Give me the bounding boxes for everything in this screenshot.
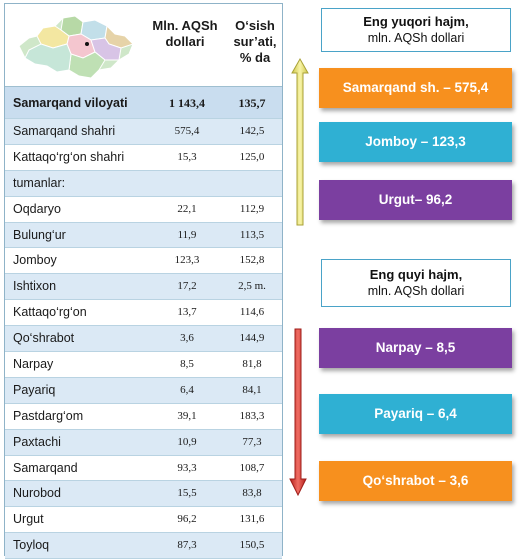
row-name: Pastdarg‘om xyxy=(13,408,84,423)
row-growth: 2,5 m. xyxy=(238,280,266,293)
row-name: Kattaqo‘rg‘on xyxy=(13,305,87,320)
top-item-1: Samarqand sh. – 575,4 xyxy=(319,68,512,108)
row-volume: 13,7 xyxy=(177,306,197,319)
row-volume: 10,9 xyxy=(177,435,197,448)
bottom-subtitle: mln. AQSh dollari xyxy=(367,284,465,298)
arrow-down-icon xyxy=(288,327,308,497)
top-subtitle: mln. AQSh dollari xyxy=(367,31,465,45)
bottom-item-2: Payariq – 6,4 xyxy=(319,394,512,434)
row-name: Paxtachi xyxy=(13,434,61,449)
row-volume: 87,3 xyxy=(177,539,197,552)
row-volume: 22,1 xyxy=(177,202,197,215)
row-growth: 125,0 xyxy=(239,150,265,163)
row-name: Qo‘shrabot xyxy=(13,331,75,346)
table-row xyxy=(5,274,282,300)
table-row xyxy=(5,430,282,456)
table-row xyxy=(5,481,282,507)
row-volume: 93,3 xyxy=(177,461,197,474)
row-name: Ishtixon xyxy=(13,279,57,294)
table-row xyxy=(5,197,282,223)
row-volume: 8,5 xyxy=(180,358,194,371)
table-row xyxy=(5,248,282,274)
row-name: Toyloq xyxy=(13,538,50,553)
row-growth: 152,8 xyxy=(239,254,265,267)
top-title: Eng yuqori hajm, xyxy=(363,14,469,29)
row-volume: 575,4 xyxy=(174,125,200,137)
row-volume: 6,4 xyxy=(180,383,194,396)
row-volume: 15,5 xyxy=(177,487,197,500)
row-volume: 1 143,4 xyxy=(169,96,205,110)
table-row xyxy=(5,145,282,171)
table-row xyxy=(5,119,282,145)
row-volume: 123,3 xyxy=(174,254,200,267)
row-growth: 81,8 xyxy=(242,358,262,371)
table-row xyxy=(5,326,282,352)
top-title-box xyxy=(321,8,511,52)
row-growth: 113,5 xyxy=(239,228,265,241)
table-row xyxy=(5,300,282,326)
bottom-title: Eng quyi hajm, xyxy=(369,267,463,282)
row-growth: 112,9 xyxy=(239,202,265,215)
bottom-item-3: Qo‘shrabot – 3,6 xyxy=(319,461,512,501)
table-row xyxy=(5,223,282,249)
table-row xyxy=(5,171,282,197)
row-name: Urgut xyxy=(13,512,44,527)
row-name: Bulung‘ur xyxy=(13,227,66,242)
header-volume: Mln. AQSh dollari xyxy=(152,18,218,49)
row-name: Payariq xyxy=(13,382,56,397)
bottom-item-1: Narpay – 8,5 xyxy=(319,328,512,368)
row-volume: 96,2 xyxy=(177,513,197,526)
table-row xyxy=(5,456,282,482)
row-volume: 17,2 xyxy=(177,280,197,293)
table-row xyxy=(5,352,282,378)
row-name: Narpay xyxy=(13,357,54,372)
top-item-3: Urgut– 96,2 xyxy=(319,180,512,220)
row-growth: 108,7 xyxy=(239,461,265,474)
row-growth: 183,3 xyxy=(239,409,265,422)
table-header xyxy=(5,4,282,87)
row-volume: 11,9 xyxy=(177,228,197,241)
row-name: Samarqand shahri xyxy=(13,124,116,138)
row-volume: 39,1 xyxy=(177,409,197,422)
row-name: Oqdaryo xyxy=(13,201,61,216)
row-growth: 150,5 xyxy=(239,539,265,552)
arrow-up-icon xyxy=(290,57,310,227)
row-name: Kattaqo‘rg‘on shahri xyxy=(13,149,125,164)
row-growth: 84,1 xyxy=(242,383,262,396)
row-name: Nurobod xyxy=(13,486,61,501)
row-growth: 131,6 xyxy=(239,513,265,526)
table-row xyxy=(5,507,282,533)
data-table xyxy=(4,3,283,556)
row-growth: 135,7 xyxy=(238,96,266,110)
region-map-icon xyxy=(11,8,141,84)
row-growth: 83,8 xyxy=(242,487,262,500)
row-growth: 144,9 xyxy=(239,332,265,345)
row-growth: 114,6 xyxy=(239,306,265,319)
row-name: Jomboy xyxy=(13,253,57,268)
header-growth: O‘sish sur’ati, % da xyxy=(233,18,277,65)
row-name: Samarqand xyxy=(13,460,78,475)
row-growth: 77,3 xyxy=(242,435,262,448)
table-row xyxy=(5,533,282,559)
table-body xyxy=(5,87,282,559)
top-item-2: Jomboy – 123,3 xyxy=(319,122,512,162)
row-name: Samarqand viloyati xyxy=(13,96,128,110)
row-growth: 142,5 xyxy=(239,125,265,137)
table-total-row xyxy=(5,87,282,119)
table-row xyxy=(5,404,282,430)
row-volume: 15,3 xyxy=(177,150,197,163)
bottom-title-box xyxy=(321,259,511,307)
table-row xyxy=(5,378,282,404)
row-volume: 3,6 xyxy=(180,332,194,345)
row-name: tumanlar: xyxy=(13,175,66,190)
